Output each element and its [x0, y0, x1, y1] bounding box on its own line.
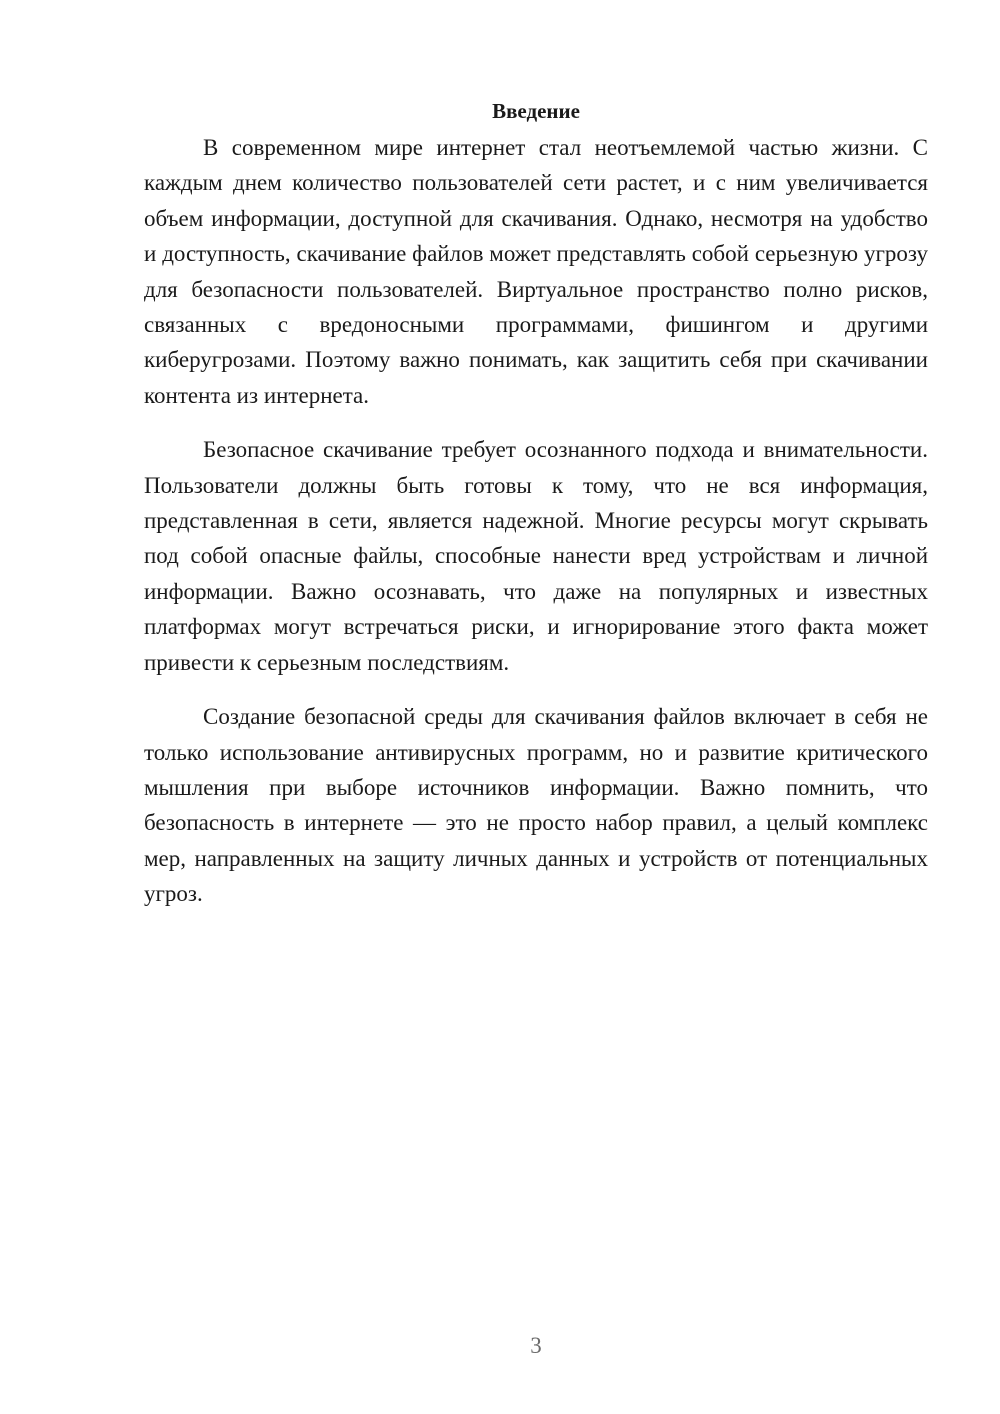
paragraph-1: В современном мире интернет стал неотъемлемой частью жизни. С каждым днем количество пользователей сети растет, и с ним увеличивается объем информации, доступной для скачивания. Однако, несмотря на удобство и доступность, скачивание файлов может представлять собой серьезную угрозу для безопасности пользователей. Виртуальное пространство полно рисков, связанных с вредоносными программами, фишингом и другими киберугрозами. Поэтому важно понимать, как защитить себя при скачивании контента из интернета. [144, 135, 928, 408]
section-heading: Введение [492, 99, 580, 123]
page-number: 3 [530, 1333, 542, 1358]
page-content [144, 96, 928, 931]
paragraph-2: Безопасное скачивание требует осознанного подхода и внимательности. Пользователи должны быть готовы к тому, что не вся информация, представленная в сети, является надежной. Многие ресурсы могут скрывать под собой опасные файлы, способные нанести вред устройствам и личной информации. Важно осознавать, что даже на популярных и известных платформах могут встречаться риски, и игнорирование этого факта может привести к серьезным последствиям. [144, 437, 928, 675]
paragraph-3: Создание безопасной среды для скачивания файлов включает в себя не только использование антивирусных программ, но и развитие критического мышления при выборе источников информации. Важно помнить, что безопасность в интернете — это не просто набор правил, а целый комплекс мер, направленных на защиту личных данных и устройств от потенциальных угроз. [144, 704, 928, 907]
